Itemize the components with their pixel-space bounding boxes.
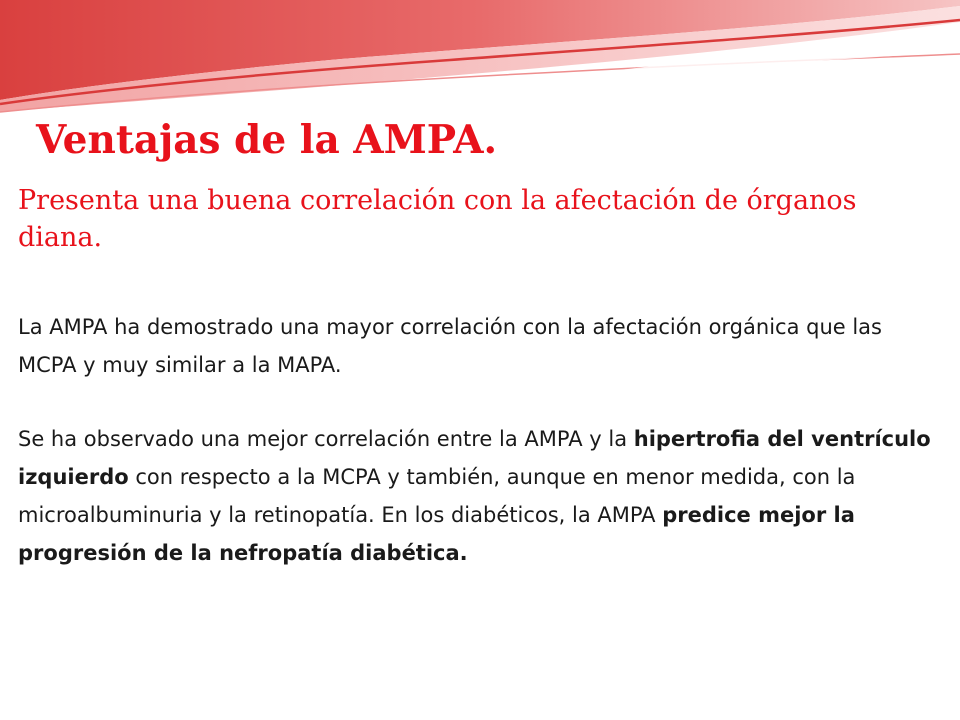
paragraph-2-bold-2: predice mejor la progresión de la nefropatía diabética.: [18, 503, 855, 565]
paragraph-2-text-2: con respecto a la MCPA y también, aunque en menor medida, con la microalbuminuria y la retinopatía. En los diabéticos, la AMPA: [18, 465, 856, 527]
paragraph-2-bold-1: hipertrofia del ventrículo izquierdo: [18, 427, 931, 489]
slide-title: Ventajas de la AMPA.: [36, 117, 498, 163]
body-paragraph-1: La AMPA ha demostrado una mayor correlación con la afectación orgánica que las MCPA y muy similar a la MAPA.: [18, 315, 882, 377]
body-paragraph-2: [18, 420, 938, 572]
paragraph-2-text-1: Se ha observado una mejor correlación entre la AMPA y la: [18, 427, 634, 451]
header-swoosh-decoration: [0, 0, 960, 130]
slide-subtitle: Presenta una buena correlación con la afectación de órganos diana.: [18, 185, 857, 253]
